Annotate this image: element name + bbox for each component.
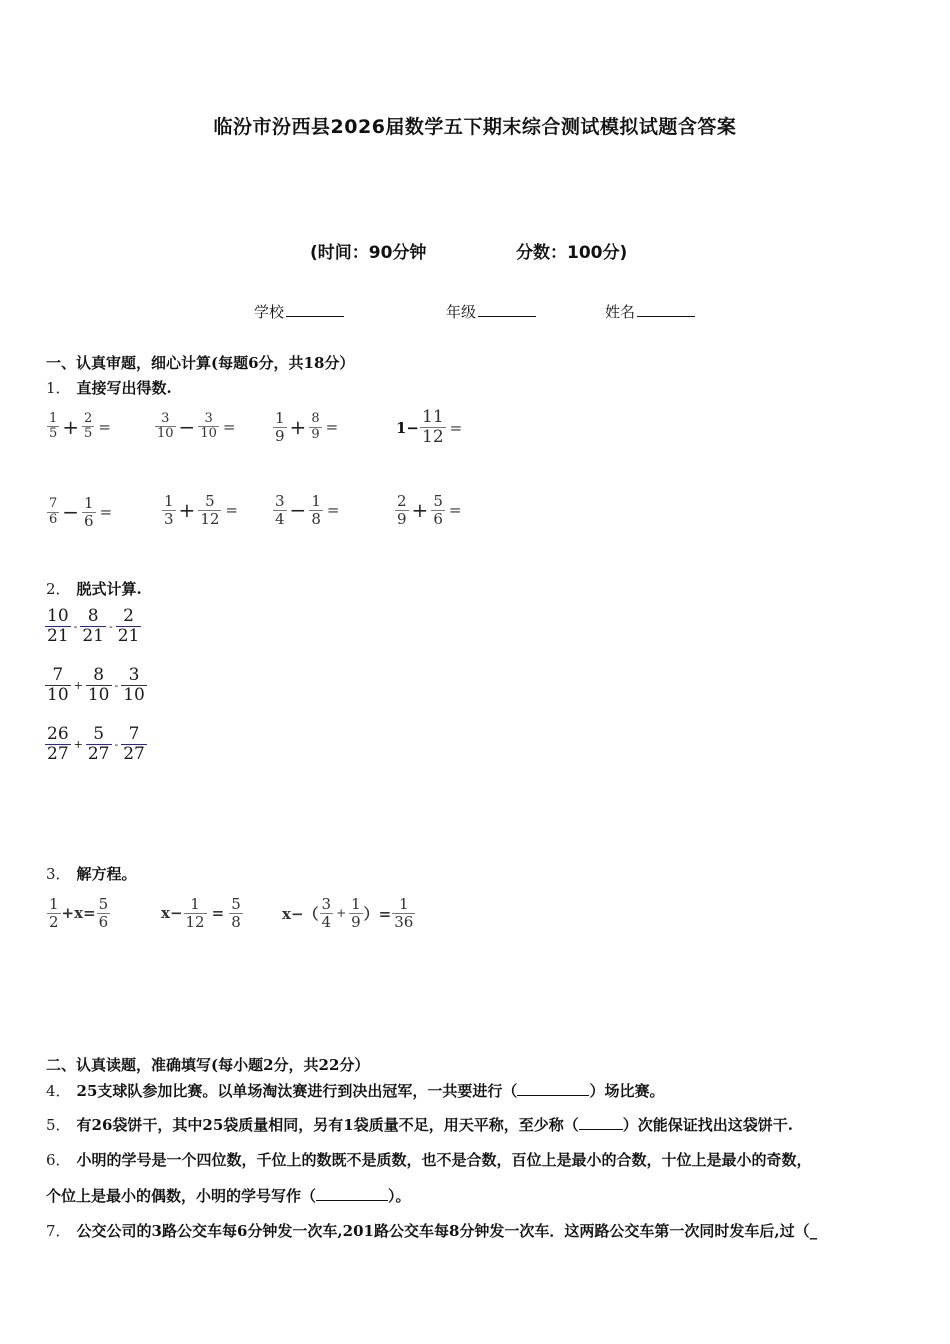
question-3-text: 解方程。 xyxy=(76,865,137,883)
q1-expression: $\frac{3}{10}$ − $\frac{3}{10}$ = xyxy=(157,411,236,442)
answer-blank[interactable] xyxy=(517,1083,589,1096)
fraction: $\frac{8}{10}$ xyxy=(87,665,110,705)
fraction: $\frac{3}{10}$ xyxy=(123,665,145,705)
question-1-number: 1． xyxy=(46,379,71,397)
q1-expression: $\frac{1}{5}$ + $\frac{2}{5}$ = xyxy=(49,411,111,442)
fraction: $\frac{7}{6}$ xyxy=(49,496,58,527)
fraction: $\frac{5}{27}$ xyxy=(87,724,110,764)
exam-time: (时间：90分钟 xyxy=(310,243,427,263)
fraction: $\frac{8}{21}$ xyxy=(82,606,104,646)
q1-expression: $\frac{1}{3}$ + $\frac{5}{12}$ = xyxy=(164,492,238,528)
fraction: $\frac{3}{4}$ xyxy=(275,492,285,528)
fraction: $\frac{11}{12}$ xyxy=(422,407,444,447)
question-5: 5． 有26袋饼干，其中25袋质量相同，另有1袋质量不足，用天平称，至少称（ ）次能保证找出这袋饼干. xyxy=(46,1116,793,1134)
fraction: $\frac{2}{21}$ xyxy=(117,606,140,646)
fraction: $\frac{3}{10}$ xyxy=(200,411,217,442)
fraction: $\frac{3}{4}$ xyxy=(321,895,332,931)
school-label: 学校 xyxy=(254,303,285,321)
question-6: 6． 小明的学号是一个四位数，千位上的数既不是质数，也不是合数，百位上是最小的合数，十位上是最小的奇数， xyxy=(46,1151,812,1169)
fraction: $\frac{5}{8}$ xyxy=(231,895,241,931)
fraction: $\frac{1}{3}$ xyxy=(164,492,174,528)
exam-score: 分数：100分) xyxy=(516,243,628,263)
q1-expression: $\frac{7}{6}$ − $\frac{1}{6}$ = xyxy=(49,494,113,530)
grade-field[interactable] xyxy=(446,301,536,322)
q2-expression: $\frac{10}{21}$ - $\frac{8}{21}$ - $\frac{2}{21}$ xyxy=(47,606,140,646)
fraction: $\frac{1}{8}$ xyxy=(311,492,321,528)
name-field[interactable] xyxy=(605,301,695,322)
page-title: 临汾市汾西县2026届数学五下期末综合测试模拟试题含答案 xyxy=(213,116,737,138)
fraction: $\frac{2}{9}$ xyxy=(397,492,407,528)
name-label: 姓名 xyxy=(605,303,636,321)
question-3-number: 3． xyxy=(46,865,71,883)
q1-expression: $\frac{1}{9}$ + $\frac{8}{9}$ = xyxy=(275,409,339,445)
question-3-header xyxy=(46,863,137,884)
fraction: $\frac{5}{6}$ xyxy=(433,492,443,528)
section-1-heading: 一、认真审题，细心计算(每题6分，共18分） xyxy=(46,354,355,372)
fraction: $\frac{1}{9}$ xyxy=(351,895,361,931)
q1-expression: 1− $\frac{11}{12}$ = xyxy=(396,407,463,447)
grade-blank[interactable] xyxy=(478,302,536,317)
fraction: $\frac{1}{5}$ xyxy=(49,411,58,442)
q2-expression: $\frac{26}{27}$ + $\frac{5}{27}$ - $\frac{7}{27}$ xyxy=(47,724,145,764)
fraction: $\frac{1}{9}$ xyxy=(275,409,285,445)
question-2-number: 2． xyxy=(46,580,71,598)
fraction: $\frac{2}{5}$ xyxy=(84,411,93,442)
fraction: $\frac{7}{27}$ xyxy=(123,724,145,764)
q3-equation-1: $\frac{1}{2}$ +x= $\frac{5}{6}$ xyxy=(49,895,109,931)
question-7: 7． 公交公司的3路公交车每6分钟发一次车,201路公交车每8分钟发一次车．这两路公交车第一次同时发车后,过（_ xyxy=(46,1222,818,1240)
fraction: $\frac{1}{2}$ xyxy=(49,895,59,931)
question-1-text: 直接写出得数. xyxy=(76,379,172,397)
school-blank[interactable] xyxy=(286,302,344,317)
fraction: $\frac{1}{36}$ xyxy=(394,895,414,931)
question-6-line-2: 个位上是最小的偶数，小明的学号写作（ ）。 xyxy=(46,1187,411,1205)
school-field[interactable] xyxy=(254,301,344,322)
question-2-text: 脱式计算. xyxy=(76,580,142,598)
grade-label: 年级 xyxy=(446,303,477,321)
question-1-header xyxy=(46,377,172,398)
name-blank[interactable] xyxy=(637,302,695,317)
q1-expression: $\frac{2}{9}$ + $\frac{5}{6}$ = xyxy=(397,492,462,528)
fraction: $\frac{26}{27}$ xyxy=(47,724,69,764)
fraction: $\frac{7}{10}$ xyxy=(47,665,69,705)
fraction: $\frac{5}{6}$ xyxy=(98,895,109,931)
fraction: $\frac{8}{9}$ xyxy=(311,411,320,442)
fraction: $\frac{10}{21}$ xyxy=(47,606,69,646)
fraction: $\frac{3}{10}$ xyxy=(157,411,174,442)
q1-expression: $\frac{3}{4}$ − $\frac{1}{8}$ = xyxy=(275,492,340,528)
q3-equation-3: x−（ $\frac{3}{4}$ + $\frac{1}{9}$ ）= $\frac{1}{36}$ xyxy=(282,895,414,931)
question-2-header xyxy=(46,578,142,599)
fraction: $\frac{1}{6}$ xyxy=(84,494,94,530)
fraction: $\frac{5}{12}$ xyxy=(200,492,220,528)
section-2-heading: 二、认真读题，准确填写(每小题2分，共22分） xyxy=(46,1056,370,1074)
q3-equation-2: x− $\frac{1}{12}$ = $\frac{5}{8}$ xyxy=(161,895,241,931)
answer-blank[interactable] xyxy=(579,1117,623,1130)
fraction: $\frac{1}{12}$ xyxy=(185,895,205,931)
question-4: 4． 25支球队参加比赛。以单场淘汰赛进行到决出冠军，一共要进行（ ）场比赛。 xyxy=(46,1082,665,1100)
answer-blank[interactable] xyxy=(316,1188,388,1201)
q2-expression: $\frac{7}{10}$ + $\frac{8}{10}$ - $\frac{3}{10}$ xyxy=(47,665,145,705)
